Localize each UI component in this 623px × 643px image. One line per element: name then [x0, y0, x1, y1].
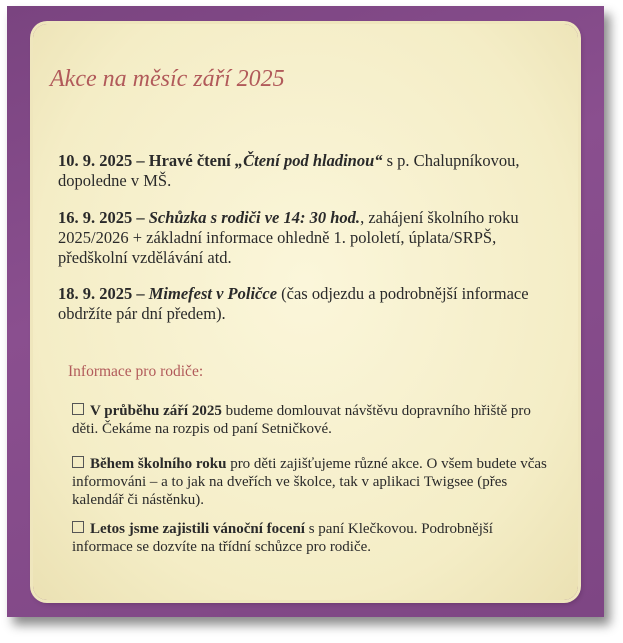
info-item — [72, 520, 552, 556]
event-name-italic: Mimefest v Poličce — [148, 284, 278, 303]
event-item — [58, 151, 558, 191]
info-item — [72, 455, 552, 509]
notice-title: Akce na měsíc září 2025 — [50, 66, 285, 92]
info-heading: Informace pro rodiče: — [68, 363, 204, 380]
event-text: s p. Chalupníkovou, dopoledne v MŠ. — [58, 151, 520, 190]
checkbox-icon — [72, 521, 84, 533]
checkbox-icon — [72, 403, 84, 415]
info-bold: Během školního roku — [90, 456, 227, 472]
info-bold: V průběhu září 2025 — [90, 403, 222, 419]
event-date: 10. 9. 2025 – — [58, 151, 145, 170]
event-text: (čas odjezdu a podrobnější informace obdržíte pár dní předem). — [58, 284, 529, 323]
info-text: s paní Klečkovou. Podrobnější informace se dozvíte na třídní schůzce pro rodiče. — [72, 521, 493, 555]
event-item — [58, 208, 558, 268]
info-item — [72, 402, 552, 438]
info-bold: Letos jsme zajistili vánoční focení — [90, 521, 305, 537]
info-text: pro děti zajišťujeme různé akce. O všem budete včas informováni – a to jak na dveřích ve školce, tak v aplikaci Twigsee (přes kalendář či nástěnku). — [72, 456, 547, 508]
event-name-italic: Schůzka s rodiči ve 14: 30 hod. — [148, 208, 361, 227]
event-name-italic: „Čtení pod hladinou“ — [234, 151, 383, 170]
info-text: budeme domlouvat návštěvu dopravního hřiště pro děti. Čekáme na rozpis od paní Setničkové. — [72, 403, 531, 437]
event-item — [58, 284, 558, 324]
event-date: 18. 9. 2025 – — [58, 284, 145, 303]
event-name: Hravé čtení — [148, 151, 231, 170]
event-text: , zahájení školního roku 2025/2026 + základní informace ohledně 1. pololetí, úplata/SRPŠ, předškolní vzdělávání atd. — [58, 208, 519, 267]
event-date: 16. 9. 2025 – — [58, 208, 145, 227]
checkbox-icon — [72, 456, 84, 468]
